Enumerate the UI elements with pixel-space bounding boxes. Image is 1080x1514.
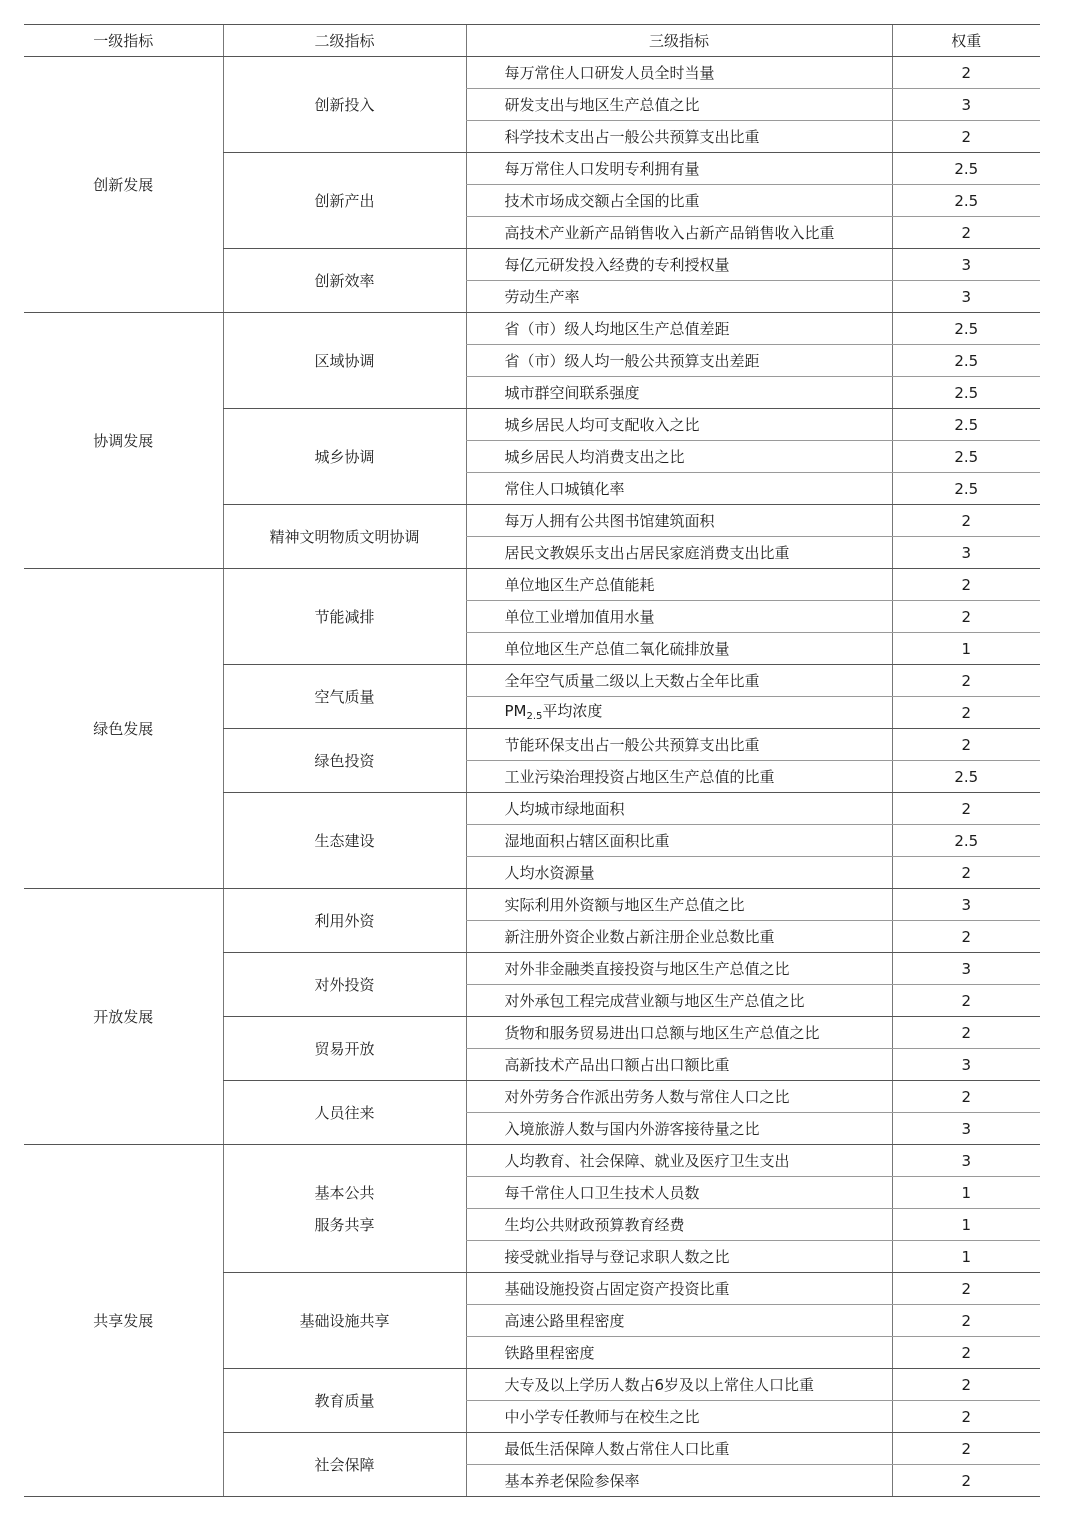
weight-value: 2.5	[892, 441, 1040, 473]
level1-indicator: 开放发展	[24, 889, 223, 1145]
level2-indicator: 空气质量	[223, 665, 466, 729]
level3-indicator: 高技术产业新产品销售收入占新产品销售收入比重	[466, 217, 892, 249]
level3-indicator: 铁路里程密度	[466, 1337, 892, 1369]
level3-indicator: 单位地区生产总值能耗	[466, 569, 892, 601]
weight-value: 2	[892, 985, 1040, 1017]
level3-indicator: 每千常住人口卫生技术人员数	[466, 1177, 892, 1209]
header-weight: 权重	[892, 25, 1040, 57]
weight-value: 2	[892, 921, 1040, 953]
weight-value: 2	[892, 665, 1040, 697]
weight-value: 2	[892, 697, 1040, 729]
level3-indicator: 人均水资源量	[466, 857, 892, 889]
level2-indicator: 创新投入	[223, 57, 466, 153]
level3-indicator: 高速公路里程密度	[466, 1305, 892, 1337]
level3-indicator: 节能环保支出占一般公共预算支出比重	[466, 729, 892, 761]
weight-value: 2	[892, 857, 1040, 889]
level3-indicator: 城乡居民人均可支配收入之比	[466, 409, 892, 441]
level3-indicator: 基础设施投资占固定资产投资比重	[466, 1273, 892, 1305]
level3-indicator: 常住人口城镇化率	[466, 473, 892, 505]
weight-value: 2	[892, 793, 1040, 825]
weight-value: 2.5	[892, 345, 1040, 377]
level1-indicator: 共享发展	[24, 1145, 223, 1497]
weight-value: 3	[892, 1145, 1040, 1177]
level2-indicator: 利用外资	[223, 889, 466, 953]
weight-value: 1	[892, 1209, 1040, 1241]
weight-value: 2	[892, 569, 1040, 601]
weight-value: 2	[892, 601, 1040, 633]
weight-value: 2.5	[892, 473, 1040, 505]
weight-value: 2.5	[892, 409, 1040, 441]
indicator-table	[24, 24, 1040, 1497]
header-row	[24, 25, 1040, 57]
level3-indicator: 入境旅游人数与国内外游客接待量之比	[466, 1113, 892, 1145]
weight-value: 2	[892, 1465, 1040, 1497]
level2-indicator-line: 服务共享	[314, 1215, 375, 1234]
level1-indicator: 创新发展	[24, 57, 223, 313]
level3-text: PM	[504, 702, 527, 720]
level3-indicator: 每亿元研发投入经费的专利授权量	[466, 249, 892, 281]
level3-indicator: 城市群空间联系强度	[466, 377, 892, 409]
table-row	[24, 889, 1040, 921]
level2-indicator: 区域协调	[223, 313, 466, 409]
weight-value: 3	[892, 953, 1040, 985]
weight-value: 3	[892, 1113, 1040, 1145]
table-row	[24, 1145, 1040, 1177]
weight-value: 3	[892, 1049, 1040, 1081]
weight-value: 2.5	[892, 825, 1040, 857]
weight-value: 2	[892, 121, 1040, 153]
level3-indicator: 劳动生产率	[466, 281, 892, 313]
level3-indicator: 对外承包工程完成营业额与地区生产总值之比	[466, 985, 892, 1017]
weight-value: 2	[892, 1337, 1040, 1369]
level2-indicator: 贸易开放	[223, 1017, 466, 1081]
level3-indicator: 湿地面积占辖区面积比重	[466, 825, 892, 857]
weight-value: 3	[892, 89, 1040, 121]
weight-value: 3	[892, 281, 1040, 313]
level3-indicator: 货物和服务贸易进出口总额与地区生产总值之比	[466, 1017, 892, 1049]
level3-indicator: 对外非金融类直接投资与地区生产总值之比	[466, 953, 892, 985]
level2-indicator: 节能减排	[223, 569, 466, 665]
weight-value: 2	[892, 1433, 1040, 1465]
level2-indicator: 基础设施共享	[223, 1273, 466, 1369]
level3-indicator: 每万常住人口发明专利拥有量	[466, 153, 892, 185]
weight-value: 2	[892, 57, 1040, 89]
weight-value: 2	[892, 1081, 1040, 1113]
weight-value: 1	[892, 633, 1040, 665]
level3-indicator: 对外劳务合作派出劳务人数与常住人口之比	[466, 1081, 892, 1113]
level2-indicator: 人员往来	[223, 1081, 466, 1145]
weight-value: 3	[892, 249, 1040, 281]
weight-value: 2.5	[892, 761, 1040, 793]
weight-value: 2	[892, 1273, 1040, 1305]
weight-value: 2.5	[892, 185, 1040, 217]
table-row	[24, 313, 1040, 345]
level3-indicator: 城乡居民人均消费支出之比	[466, 441, 892, 473]
table-row	[24, 569, 1040, 601]
level3-indicator: 人均城市绿地面积	[466, 793, 892, 825]
weight-value: 3	[892, 889, 1040, 921]
weight-value: 2	[892, 729, 1040, 761]
header-level1: 一级指标	[24, 25, 223, 57]
weight-value: 2	[892, 1401, 1040, 1433]
level3-indicator: 省（市）级人均地区生产总值差距	[466, 313, 892, 345]
level3-indicator: 全年空气质量二级以上天数占全年比重	[466, 665, 892, 697]
weight-value: 2.5	[892, 153, 1040, 185]
level2-indicator: 精神文明物质文明协调	[223, 505, 466, 569]
weight-value: 2	[892, 1017, 1040, 1049]
level3-text: 平均浓度	[542, 702, 603, 720]
level3-indicator: 中小学专任教师与在校生之比	[466, 1401, 892, 1433]
weight-value: 2.5	[892, 377, 1040, 409]
level3-indicator: 省（市）级人均一般公共预算支出差距	[466, 345, 892, 377]
level2-indicator: 生态建设	[223, 793, 466, 889]
level3-indicator: 技术市场成交额占全国的比重	[466, 185, 892, 217]
weight-value: 2	[892, 505, 1040, 537]
level3-indicator: 人均教育、社会保障、就业及医疗卫生支出	[466, 1145, 892, 1177]
level1-indicator: 绿色发展	[24, 569, 223, 889]
level3-indicator: 研发支出与地区生产总值之比	[466, 89, 892, 121]
level2-indicator: 创新产出	[223, 153, 466, 249]
weight-value: 3	[892, 537, 1040, 569]
level3-indicator: 接受就业指导与登记求职人数之比	[466, 1241, 892, 1273]
level1-indicator: 协调发展	[24, 313, 223, 569]
weight-value: 2	[892, 1305, 1040, 1337]
header-level3: 三级指标	[466, 25, 892, 57]
level2-indicator: 城乡协调	[223, 409, 466, 505]
level3-indicator: 每万常住人口研发人员全时当量	[466, 57, 892, 89]
header-level2: 二级指标	[223, 25, 466, 57]
level2-indicator: 社会保障	[223, 1433, 466, 1497]
level3-indicator: 高新技术产品出口额占出口额比重	[466, 1049, 892, 1081]
weight-value: 2.5	[892, 313, 1040, 345]
level2-indicator: 教育质量	[223, 1369, 466, 1433]
level2-indicator: 绿色投资	[223, 729, 466, 793]
level2-indicator: 创新效率	[223, 249, 466, 313]
level3-indicator: 大专及以上学历人数占6岁及以上常住人口比重	[466, 1369, 892, 1401]
level3-indicator: 单位地区生产总值二氧化硫排放量	[466, 633, 892, 665]
weight-value: 1	[892, 1177, 1040, 1209]
level3-indicator: 生均公共财政预算教育经费	[466, 1209, 892, 1241]
level3-indicator: 新注册外资企业数占新注册企业总数比重	[466, 921, 892, 953]
weight-value: 2	[892, 217, 1040, 249]
subscript: 2.5	[526, 711, 543, 722]
level3-indicator	[466, 697, 892, 729]
level3-indicator: 工业污染治理投资占地区生产总值的比重	[466, 761, 892, 793]
weight-value: 2	[892, 1369, 1040, 1401]
level3-indicator: 实际利用外资额与地区生产总值之比	[466, 889, 892, 921]
level3-indicator: 基本养老保险参保率	[466, 1465, 892, 1497]
level2-indicator: 对外投资	[223, 953, 466, 1017]
level2-indicator-line: 基本公共	[314, 1183, 375, 1202]
level3-indicator: 每万人拥有公共图书馆建筑面积	[466, 505, 892, 537]
level2-indicator	[223, 1145, 466, 1273]
table-row	[24, 57, 1040, 89]
weight-value: 1	[892, 1241, 1040, 1273]
level3-indicator: 单位工业增加值用水量	[466, 601, 892, 633]
level3-indicator: 居民文教娱乐支出占居民家庭消费支出比重	[466, 537, 892, 569]
level3-indicator: 科学技术支出占一般公共预算支出比重	[466, 121, 892, 153]
level3-indicator: 最低生活保障人数占常住人口比重	[466, 1433, 892, 1465]
